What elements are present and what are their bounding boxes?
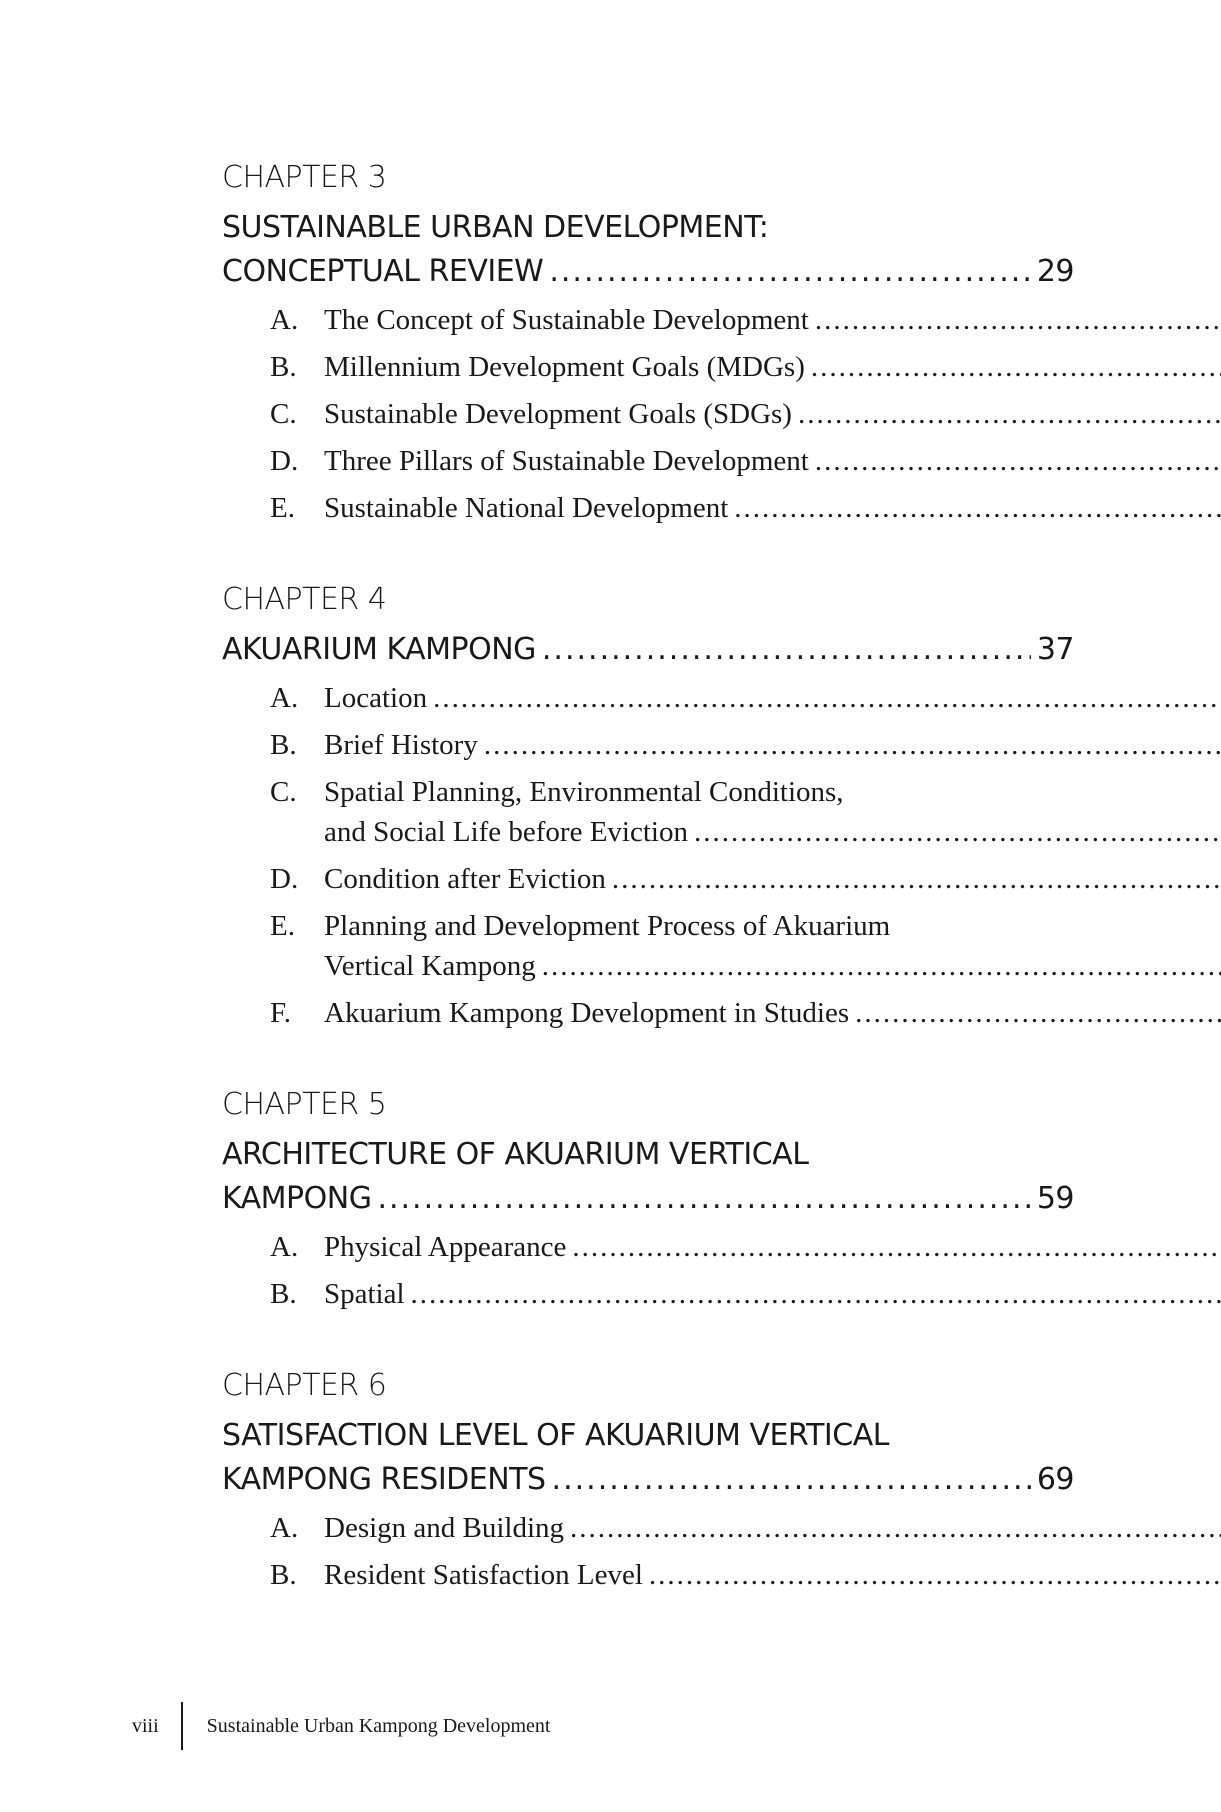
section-list — [270, 300, 1074, 528]
section-row — [324, 488, 1221, 528]
chapter-entry[interactable] — [222, 1177, 1074, 1221]
section-title: Design and Building — [324, 1512, 565, 1544]
chapter-title: KAMPONG — [222, 1181, 372, 1216]
section-body — [324, 906, 1221, 986]
section-letter: C. — [270, 776, 297, 808]
section-letter: C. — [270, 398, 297, 430]
chapter-title: CONCEPTUAL REVIEW — [222, 254, 544, 289]
section-letter: E. — [270, 910, 295, 942]
chapter-page-number: 69 — [1036, 1462, 1074, 1497]
section-entry[interactable] — [270, 1274, 1074, 1314]
section-row — [324, 347, 1221, 387]
page-footer — [132, 1702, 550, 1750]
dot-leader — [811, 347, 1221, 387]
section-body — [324, 488, 1221, 528]
chapter-page-number: 29 — [1036, 254, 1074, 289]
section-body — [324, 1274, 1221, 1314]
section-body — [324, 394, 1221, 434]
section-letter: D. — [270, 445, 299, 477]
dot-leader — [549, 250, 1030, 294]
dot-leader — [815, 300, 1221, 340]
section-row — [324, 725, 1221, 765]
section-row — [324, 859, 1221, 899]
section-entry[interactable] — [270, 488, 1074, 528]
chapter-section — [222, 578, 1074, 1033]
section-entry[interactable] — [270, 1508, 1074, 1548]
chapter-section — [222, 1083, 1074, 1314]
dot-leader — [798, 394, 1221, 434]
section-letter: A. — [270, 682, 299, 714]
dot-leader — [484, 725, 1221, 765]
section-list — [270, 1227, 1074, 1314]
section-body — [324, 993, 1221, 1033]
dot-leader — [815, 441, 1221, 481]
section-entry[interactable] — [270, 678, 1074, 718]
section-entry[interactable] — [270, 300, 1074, 340]
section-title: Vertical Kampong — [324, 950, 536, 982]
section-title: Sustainable Development Goals (SDGs) — [324, 398, 792, 430]
section-entry[interactable] — [270, 859, 1074, 899]
chapter-title: AKUARIUM KAMPONG — [222, 632, 536, 667]
chapter-entry[interactable] — [222, 250, 1074, 294]
section-list — [270, 1508, 1074, 1595]
section-entry[interactable] — [270, 394, 1074, 434]
dot-leader — [377, 1177, 1030, 1221]
section-row — [324, 946, 1221, 986]
section-body — [324, 772, 1221, 852]
section-title: The Concept of Sustainable Development — [324, 304, 809, 336]
section-row — [324, 394, 1221, 434]
section-title: Akuarium Kampong Development in Studies — [324, 997, 850, 1029]
dot-leader — [433, 678, 1221, 718]
section-title: Physical Appearance — [324, 1231, 567, 1263]
section-body — [324, 347, 1221, 387]
chapter-label: CHAPTER 6 — [222, 1368, 387, 1403]
section-letter: F. — [270, 997, 292, 1029]
section-row — [324, 1227, 1221, 1267]
section-letter: B. — [270, 351, 297, 383]
chapter-page-number: 59 — [1036, 1181, 1074, 1216]
dot-leader — [649, 1555, 1221, 1595]
section-title: Resident Satisfaction Level — [324, 1559, 643, 1591]
section-letter: E. — [270, 492, 295, 524]
dot-leader — [572, 1227, 1221, 1267]
section-entry[interactable] — [270, 441, 1074, 481]
section-body — [324, 1508, 1221, 1548]
chapter-page-number: 37 — [1036, 632, 1074, 667]
section-letter: B. — [270, 729, 297, 761]
dot-leader — [694, 812, 1221, 852]
section-entry[interactable] — [270, 906, 1074, 986]
section-body — [324, 678, 1221, 718]
section-row — [324, 993, 1221, 1033]
section-row — [324, 1555, 1221, 1595]
section-title: and Social Life before Eviction — [324, 816, 688, 848]
section-title: Millennium Development Goals (MDGs) — [324, 351, 805, 383]
section-list — [270, 678, 1074, 1033]
section-letter: A. — [270, 1512, 299, 1544]
section-body — [324, 1555, 1221, 1595]
section-entry[interactable] — [270, 1227, 1074, 1267]
chapter-label: CHAPTER 4 — [222, 582, 387, 617]
table-of-contents — [222, 156, 1074, 1645]
chapter-entry[interactable] — [222, 1458, 1074, 1502]
footer-divider — [181, 1702, 183, 1750]
dot-leader — [542, 628, 1031, 672]
section-body — [324, 1227, 1221, 1267]
chapter-label: CHAPTER 3 — [222, 160, 387, 195]
section-title: Condition after Eviction — [324, 863, 606, 895]
dot-leader — [552, 1458, 1031, 1502]
section-title-line: Spatial Planning, Environmental Conditions, — [324, 776, 844, 808]
section-row — [324, 300, 1221, 340]
section-title: Sustainable National Development — [324, 492, 729, 524]
section-title: Brief History — [324, 729, 478, 761]
chapter-title-line: ARCHITECTURE OF AKUARIUM VERTICAL — [222, 1137, 809, 1172]
section-entry[interactable] — [270, 725, 1074, 765]
dot-leader — [612, 859, 1221, 899]
chapter-label: CHAPTER 5 — [222, 1087, 387, 1122]
chapter-section — [222, 1364, 1074, 1595]
dot-leader — [734, 488, 1221, 528]
section-body — [324, 441, 1221, 481]
dot-leader — [570, 1508, 1221, 1548]
section-letter: A. — [270, 1231, 299, 1263]
section-title-line: Planning and Development Process of Akuarium — [324, 910, 891, 942]
section-body — [324, 300, 1221, 340]
section-body — [324, 725, 1221, 765]
section-title: Location — [324, 682, 428, 714]
section-title: Spatial — [324, 1278, 405, 1310]
chapter-entry[interactable] — [222, 628, 1074, 672]
chapter-title-line: SUSTAINABLE URBAN DEVELOPMENT: — [222, 210, 769, 245]
section-entry[interactable] — [270, 772, 1074, 852]
section-row — [324, 441, 1221, 481]
section-letter: B. — [270, 1278, 297, 1310]
section-row — [324, 1274, 1221, 1314]
section-row — [324, 812, 1221, 852]
chapter-section — [222, 156, 1074, 528]
dot-leader — [411, 1274, 1221, 1314]
page-number: viii — [132, 1714, 159, 1737]
section-letter: A. — [270, 304, 299, 336]
section-row — [324, 678, 1221, 718]
section-letter: B. — [270, 1559, 297, 1591]
chapter-title-line: SATISFACTION LEVEL OF AKUARIUM VERTICAL — [222, 1418, 889, 1453]
section-row — [324, 1508, 1221, 1548]
section-entry[interactable] — [270, 993, 1074, 1033]
dot-leader — [542, 946, 1221, 986]
section-body — [324, 859, 1221, 899]
section-letter: D. — [270, 863, 299, 895]
dot-leader — [855, 993, 1221, 1033]
section-entry[interactable] — [270, 1555, 1074, 1595]
section-entry[interactable] — [270, 347, 1074, 387]
section-title: Three Pillars of Sustainable Development — [324, 445, 809, 477]
running-title: Sustainable Urban Kampong Development — [206, 1714, 551, 1737]
chapter-title: KAMPONG RESIDENTS — [222, 1462, 546, 1497]
